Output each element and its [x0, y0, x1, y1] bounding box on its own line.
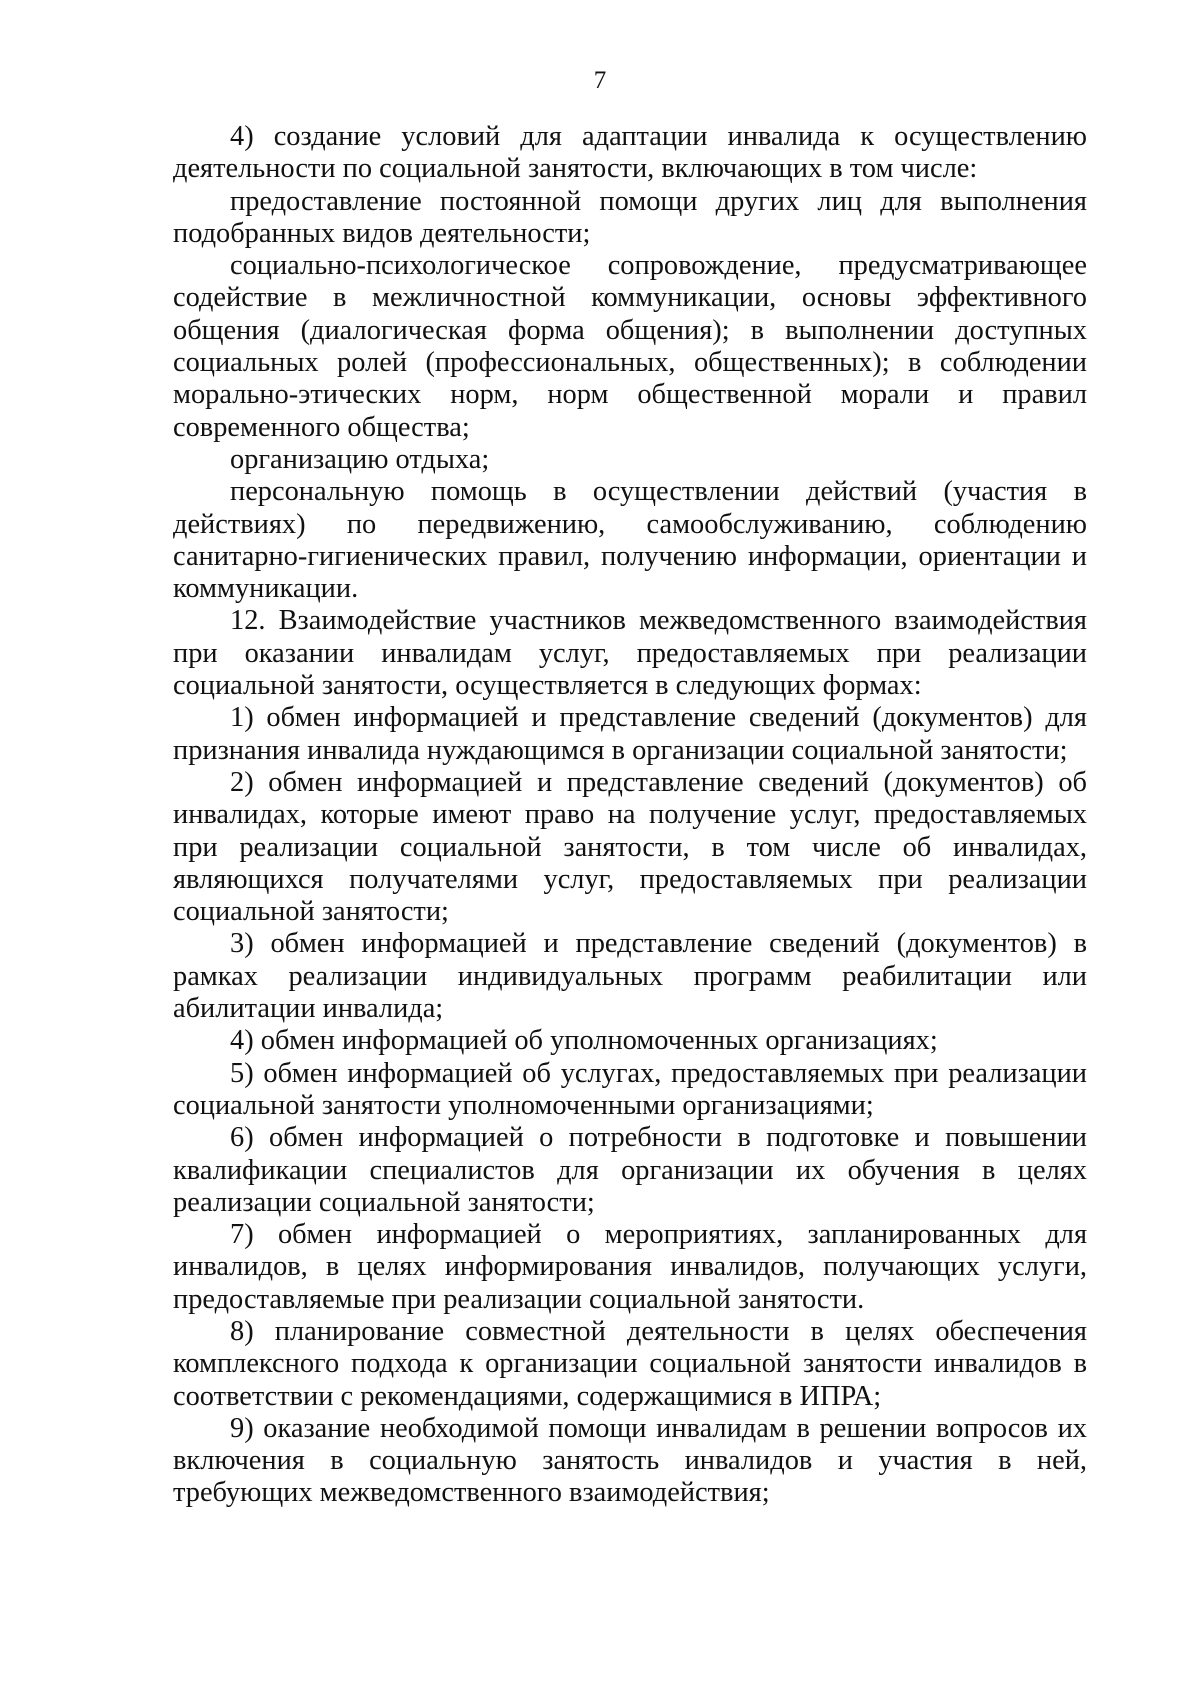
- page-number: 7: [593, 67, 607, 94]
- paragraph-4-adaptation-conditions: 4) создание условий для адаптации инвалида к осуществлению деятельности по социальной занятости, включающих в том числе:: [173, 121, 1087, 185]
- list-item-6: 6) обмен информацией о потребности в подготовке и повышении квалификации специалистов для организации их обучения в целях реализации социальной занятости;: [173, 1122, 1087, 1218]
- list-item-2: 2) обмен информацией и представление сведений (документов) об инвалидах, которые имеют право на получение услуг, предоставляемых при реализации социальной занятости, в том числе об инвалидах, являющихся получателями услуг, предоставляемых при реализации социальной занятости;: [173, 766, 1087, 928]
- paragraph-12-interaction-forms: 12. Взаимодействие участников межведомственного взаимодействия при оказании инвалидам услуг, предоставляемых при реализации социальной занятости, осуществляется в следующих формах:: [173, 605, 1087, 702]
- list-item-7: 7) обмен информацией о мероприятиях, запланированных для инвалидов, в целях информирования инвалидов, получающих услуги, предоставляемые при реализации социальной занятости.: [173, 1219, 1087, 1315]
- paragraph-socio-psychological-support: социально-психологическое сопровождение, предусматривающее содействие в межличностной коммуникации, основы эффективного общения (диалогическая форма общения); в выполнении доступных социальных ролей (профессиональных, общественных); в соблюдении морально-этических норм, норм общественной морали и правил современного общества;: [173, 250, 1087, 443]
- paragraph-personal-assistance: персональную помощь в осуществлении действий (участия в действиях) по передвижению, самообслуживанию, соблюдению санитарно-гигиенических правил, получению информации, ориентации и коммуникации.: [173, 476, 1087, 605]
- list-item-3: 3) обмен информацией и представление сведений (документов) в рамках реализации индивидуальных программ реабилитации или абилитации инвалида;: [173, 928, 1087, 1025]
- list-item-8: 8) планирование совместной деятельности в целях обеспечения комплексного подхода к организации социальной занятости инвалидов в соответствии с рекомендациями, содержащимися в ИПРА;: [173, 1315, 1087, 1412]
- list-item-1: 1) обмен информацией и представление сведений (документов) для признания инвалида нуждающимся в организации социальной занятости;: [173, 702, 1087, 766]
- paragraph-permanent-assistance: предоставление постоянной помощи других лиц для выполнения подобранных видов деятельности;: [173, 185, 1087, 249]
- list-item-4: 4) обмен информацией об уполномоченных организациях;: [230, 1025, 938, 1057]
- paragraph-leisure: организацию отдыха;: [230, 443, 490, 475]
- list-item-9: 9) оказание необходимой помощи инвалидам в решении вопросов их включения в социальную занятость инвалидов и участия в ней, требующих межведомственного взаимодействия;: [173, 1412, 1087, 1509]
- document-body: [173, 121, 1087, 1510]
- list-item-5: 5) обмен информацией об услугах, предоставляемых при реализации социальной занятости уполномоченными организациями;: [173, 1057, 1087, 1121]
